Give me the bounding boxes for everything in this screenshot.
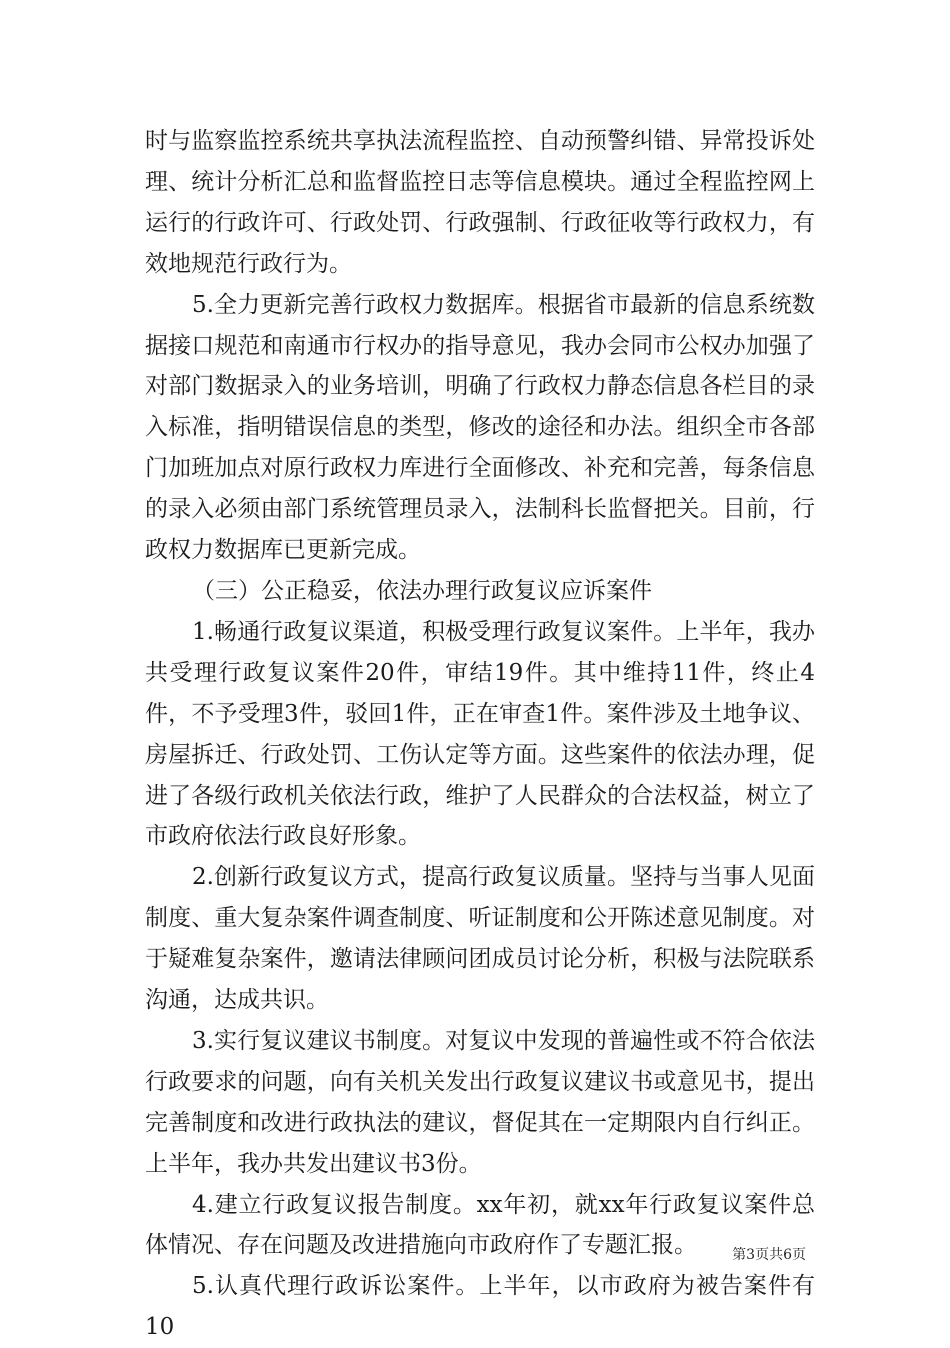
paragraph-6: 4.建立行政复议报告制度。xx年初，就xx年行政复议案件总体情况、存在问题及改进措施向市政府作了专题汇报。 xyxy=(145,1191,815,1259)
document-body xyxy=(145,121,815,1348)
paragraph-1: 时与监察监控系统共享执法流程监控、自动预警纠错、异常投诉处理、统计分析汇总和监督监控日志等信息模块。通过全程监控网上运行的行政许可、行政处罚、行政强制、行政征收等行政权力，有效地规范行政行为。 xyxy=(145,128,815,277)
paragraph-5: 3.实行复议建议书制度。对复议中发现的普遍性或不符合依法行政要求的问题，向有关机关发出行政复议建议书或意见书，提出完善制度和改进行政执法的建议，督促其在一定期限内自行纠正。上半年，我办共发出建议书3份。 xyxy=(145,1027,815,1177)
paragraph-4: 2.创新行政复议方式，提高行政复议质量。坚持与当事人见面制度、重大复杂案件调查制度、听证制度和公开陈述意见制度。对于疑难复杂案件，邀请法律顾问团成员讨论分析，积极与法院联系沟通，达成共识。 xyxy=(145,864,815,1014)
paragraph-7: 5.认真代理行政诉讼案件。上半年，以市政府为被告案件有10 xyxy=(145,1273,815,1341)
page-number-footer: 第3页共6页 xyxy=(732,1247,806,1263)
section-heading: （三）公正稳妥，依法办理行政复议应诉案件 xyxy=(192,577,652,604)
paragraph-3: 1.畅通行政复议渠道，积极受理行政复议案件。上半年，我办共受理行政复议案件20件，审结19件。其中维持11件，终止4件，不予受理3件，驳回1件，正在审查1件。案件涉及土地争议、房屋拆迁、行政处罚、工伤认定等方面。这些案件的依法办理，促进了各级行政机关依法行政，维护了人民群众的合法权益，树立了市政府依法行政良好形象。 xyxy=(145,618,815,850)
paragraph-2: 5.全力更新完善行政权力数据库。根据省市最新的信息系统数据接口规范和南通市行权办的指导意见，我办会同市公权办加强了对部门数据录入的业务培训，明确了行政权力静态信息各栏目的录入标准，指明错误信息的类型，修改的途径和办法。组织全市各部门加班加点对原行政权力库进行全面修改、补充和完善，每条信息的录入必须由部门系统管理员录入，法制科长监督把关。目前，行政权力数据库已更新完成。 xyxy=(145,291,815,564)
